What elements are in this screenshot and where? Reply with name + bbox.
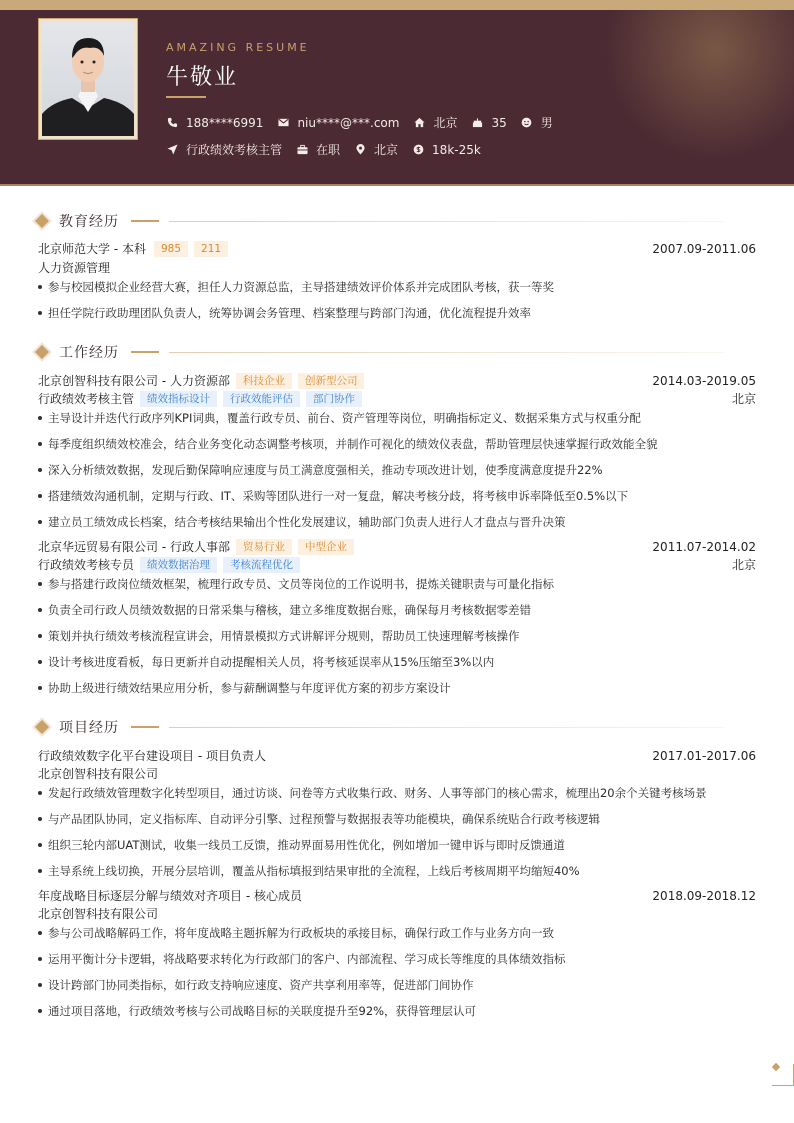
phone-item xyxy=(166,116,263,130)
company-tag: 创新型公司 xyxy=(298,373,365,389)
project-bullet: 通过项目落地，行政绩效考核与公司战略目标的关联度提升至92%，获得管理层认可 xyxy=(38,1003,758,1019)
city-item xyxy=(413,114,457,131)
education-date: 2007.09-2011.06 xyxy=(652,241,756,256)
school-tag: 211 xyxy=(194,241,228,257)
section-diamond-icon xyxy=(35,720,49,734)
work-entry-header xyxy=(38,538,756,555)
work-role-row xyxy=(38,556,756,573)
phone-text: 188****6991 xyxy=(186,115,264,130)
section-title: 教育经历 xyxy=(59,214,119,230)
job-role: 行政绩效考核主管 xyxy=(38,392,135,406)
skill-tag: 绩效数据治理 xyxy=(140,557,217,573)
home-icon xyxy=(413,117,425,129)
education-section-header xyxy=(34,211,724,231)
work-bullet: 负责全司行政人员绩效数据的日常采集与稽核，建立多维度数据台账，确保每月考核数据零差错 xyxy=(38,602,758,618)
work-bullet: 搭建绩效沟通机制，定期与行政、IT、采购等团队进行一对一复盘，解决考核分歧，将考核申诉率降低至0.5%以下 xyxy=(38,488,758,504)
location-icon xyxy=(354,144,366,156)
project-bullet: 发起行政绩效管理数字化转型项目，通过访谈、问卷等方式收集行政、财务、人事等部门的核心需求，梳理出20余个关键考核场景 xyxy=(38,785,758,801)
section-divider xyxy=(169,352,724,353)
company-tag: 科技企业 xyxy=(236,373,292,389)
project-date: 2018.09-2018.12 xyxy=(652,888,756,903)
work-bullet: 深入分析绩效数据，发现后勤保障响应速度与员工满意度强相关，推动专项改进计划，使季度满意度提升22% xyxy=(38,462,758,478)
project-title: 年度战略目标逐层分解与绩效对齐项目 - 核心成员 xyxy=(38,889,302,903)
salary-item xyxy=(412,143,481,157)
age-text: 35 xyxy=(491,115,507,130)
section-divider xyxy=(169,221,724,222)
position-item xyxy=(166,141,282,158)
section-divider xyxy=(131,220,159,222)
skill-tag: 部门协作 xyxy=(306,391,362,407)
target-city-item xyxy=(354,141,398,158)
work-date: 2011.07-2014.02 xyxy=(652,539,756,554)
work-role-row xyxy=(38,390,756,407)
skill-tag: 行政效能评估 xyxy=(223,391,300,407)
avatar-portrait-icon xyxy=(42,22,134,136)
work-section-header xyxy=(34,342,724,362)
salary-text: 18k-25k xyxy=(432,142,481,157)
education-bullet: 参与校园模拟企业经营大赛，担任人力资源总监，主导搭建绩效评价体系并完成团队考核，获一等奖 xyxy=(38,279,758,295)
email-icon xyxy=(277,117,289,129)
work-bullet: 每季度组织绩效校准会，结合业务变化动态调整考核项，并制作可视化的绩效仪表盘，帮助管理层快速掌握行政效能全貌 xyxy=(38,436,758,452)
cake-icon xyxy=(471,117,483,129)
section-divider xyxy=(169,727,724,728)
company-tag: 贸易行业 xyxy=(236,539,292,555)
project-title: 行政绩效数字化平台建设项目 - 项目负责人 xyxy=(38,749,266,763)
education-major: 人力资源管理 xyxy=(38,261,111,275)
briefcase-icon xyxy=(296,144,308,156)
work-city: 北京 xyxy=(731,392,756,406)
project-section-header xyxy=(34,717,724,737)
job-intent-row xyxy=(166,141,495,158)
avatar-frame xyxy=(38,18,138,140)
project-bullet: 与产品团队协同，定义指标库、自动评分引擎、过程预警与数据报表等功能模块，确保系统贴合行政考核逻辑 xyxy=(38,811,758,827)
header-kicker: AMAZING RESUME xyxy=(166,41,310,54)
email-text: niu****@***.com xyxy=(297,115,400,130)
project-entry-header xyxy=(38,887,756,904)
skill-tag: 考核流程优化 xyxy=(223,557,300,573)
phone-icon xyxy=(166,117,178,129)
education-bullet: 担任学院行政助理团队负责人，统筹协调会务管理、档案整理与跨部门沟通，优化流程提升效率 xyxy=(38,305,758,321)
project-bullet: 主导系统上线切换，开展分层培训，覆盖从指标填报到结果审批的全流程，上线后考核周期平均缩短40% xyxy=(38,863,758,879)
status-item xyxy=(296,141,340,158)
project-bullet: 设计跨部门协同类指标，如行政支持响应速度、资产共享利用率等，促进部门间协作 xyxy=(38,977,758,993)
status-text: 在职 xyxy=(316,143,341,157)
name-underline xyxy=(166,96,206,98)
section-diamond-icon xyxy=(35,214,49,228)
candidate-name: 牛敬业 xyxy=(166,65,239,90)
work-bullet: 设计考核进度看板，每日更新并自动提醒相关人员，将考核延误率从15%压缩至3%以内 xyxy=(38,654,758,670)
company-name: 北京华远贸易有限公司 - 行政人事部 xyxy=(38,540,230,554)
work-bullet: 策划并执行绩效考核流程宣讲会，用情景模拟方式讲解评分规则，帮助员工快速理解考核操作 xyxy=(38,628,758,644)
contact-row xyxy=(166,114,567,131)
company-tag: 中型企业 xyxy=(298,539,354,555)
project-company: 北京创智科技有限公司 xyxy=(38,767,159,781)
resume-header xyxy=(0,10,794,186)
work-bullet: 参与搭建行政岗位绩效框架，梳理行政专员、文员等岗位的工作说明书，提炼关键职责与可量化指标 xyxy=(38,576,758,592)
city-text: 北京 xyxy=(433,116,458,130)
gender-text: 男 xyxy=(540,116,553,130)
avatar xyxy=(42,22,134,136)
email-item xyxy=(277,116,399,130)
job-role: 行政绩效考核专员 xyxy=(38,558,135,572)
section-title: 工作经历 xyxy=(59,345,119,361)
school-tag: 985 xyxy=(154,241,188,257)
section-divider xyxy=(131,726,159,728)
target-city-text: 北京 xyxy=(374,143,399,157)
skill-tag: 绩效指标设计 xyxy=(140,391,217,407)
work-date: 2014.03-2019.05 xyxy=(652,373,756,388)
project-date: 2017.01-2017.06 xyxy=(652,748,756,763)
school-name: 北京师范大学 - 本科 xyxy=(38,242,146,256)
project-bullet: 组织三轮内部UAT测试，收集一线员工反馈，推动界面易用性优化，例如增加一键申诉与即时反馈通道 xyxy=(38,837,758,853)
work-bullet: 建立员工绩效成长档案，结合考核结果输出个性化发展建议，辅助部门负责人进行人才盘点与晋升决策 xyxy=(38,514,758,530)
project-bullet: 参与公司战略解码工作，将年度战略主题拆解为行政板块的承接目标，确保行政工作与业务方向一致 xyxy=(38,925,758,941)
gender-item xyxy=(521,114,553,131)
section-title: 项目经历 xyxy=(59,720,119,736)
top-accent-bar xyxy=(0,0,794,10)
project-entry-header xyxy=(38,747,756,764)
project-company: 北京创智科技有限公司 xyxy=(38,907,159,921)
work-bullet: 主导设计并迭代行政序列KPI词典，覆盖行政专员、前台、资产管理等岗位，明确指标定义、数据采集方式与权重分配 xyxy=(38,410,758,426)
send-icon xyxy=(166,144,178,156)
work-entry-header xyxy=(38,372,756,389)
education-entry-header xyxy=(38,240,756,257)
section-divider xyxy=(131,351,159,353)
position-text: 行政绩效考核主管 xyxy=(186,143,283,157)
money-icon xyxy=(412,144,424,156)
project-bullet: 运用平衡计分卡逻辑，将战略要求转化为行政部门的客户、内部流程、学习成长等维度的具体绩效指标 xyxy=(38,951,758,967)
gender-icon xyxy=(521,117,533,129)
work-bullet: 协助上级进行绩效结果应用分析，参与薪酬调整与年度评优方案的初步方案设计 xyxy=(38,680,758,696)
company-name: 北京创智科技有限公司 - 人力资源部 xyxy=(38,374,230,388)
work-city: 北京 xyxy=(731,558,756,572)
age-item xyxy=(471,116,506,130)
section-diamond-icon xyxy=(35,345,49,359)
